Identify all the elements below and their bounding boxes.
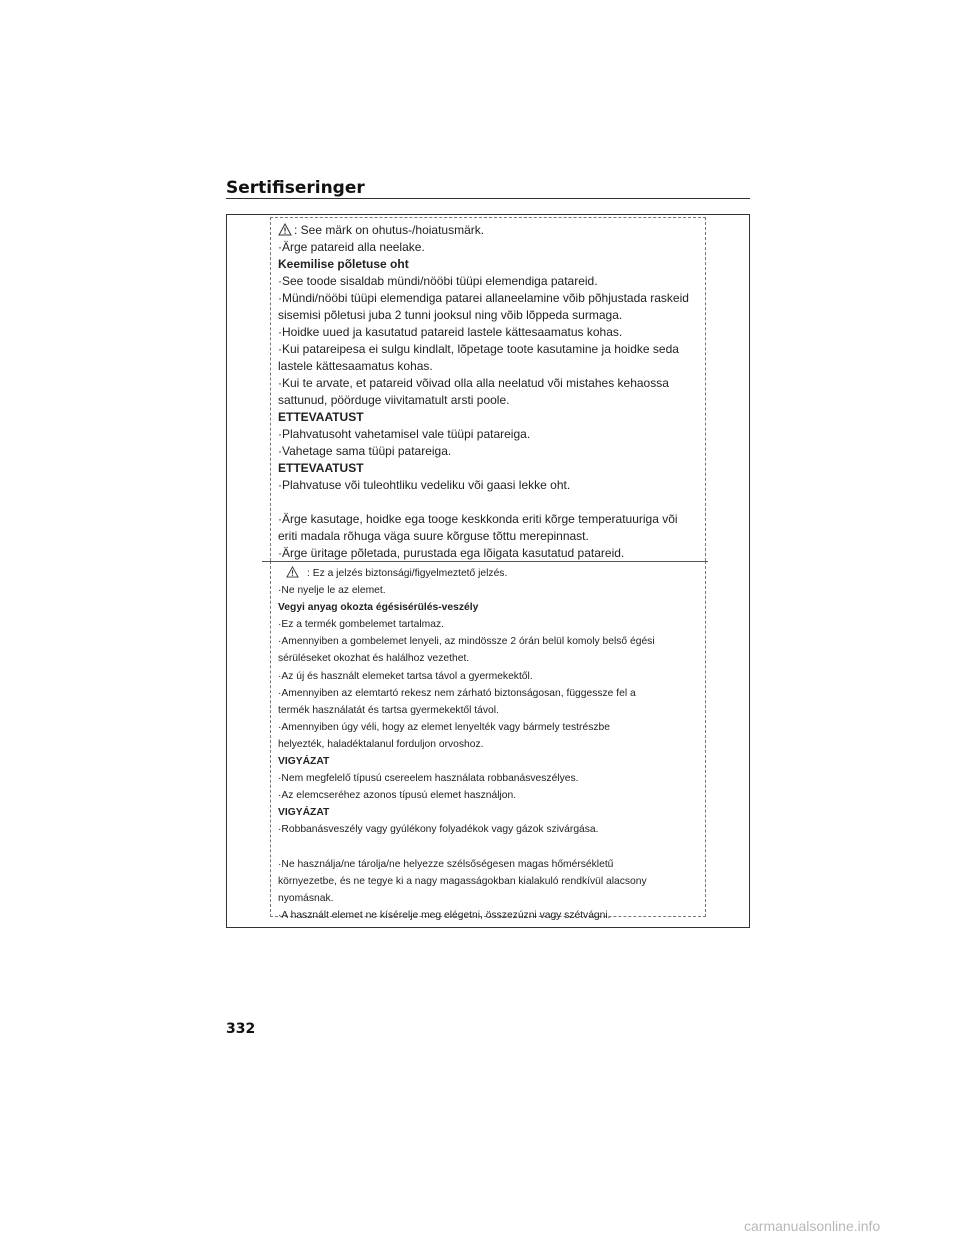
estonian-text-line: ·Ärge patareid alla neelake.: [278, 240, 425, 254]
estonian-heading: ETTEVAATUST: [278, 410, 364, 424]
section-title: Sertifiseringer: [226, 178, 365, 198]
estonian-text-line: ·Ärge kasutage, hoidke ega tooge keskkonda eriti kõrge temperatuuriga või: [278, 512, 678, 526]
hungarian-heading: VIGYÁZAT: [278, 807, 330, 819]
hungarian-warning-line: [278, 565, 698, 582]
estonian-heading: ETTEVAATUST: [278, 461, 364, 475]
hungarian-warning-text: : Ez a jelzés biztonsági/figyelmeztető jelzés.: [307, 568, 508, 579]
estonian-text-line: lastele kättesaamatus kohas.: [278, 359, 433, 373]
estonian-text-line: ·Mündi/nööbi tüüpi elemendiga patarei allaneelamine võib põhjustada raskeid: [278, 291, 689, 305]
estonian-text-line: ·Vahetage sama tüüpi patareiga.: [278, 444, 452, 458]
hungarian-text-line: ·A használt elemet ne kísérelje meg elégetni, összezúzni vagy szétvágni.: [278, 909, 611, 921]
warning-triangle-icon: [278, 223, 292, 236]
page-number: 332: [226, 1021, 256, 1037]
hungarian-text-line: nyomásnak.: [278, 892, 334, 904]
hungarian-text-line: ·Nem megfelelő típusú csereelem használata robbanásveszélyes.: [278, 773, 579, 785]
hungarian-text-line: ·Az elemcseréhez azonos típusú elemet használjon.: [278, 790, 517, 802]
estonian-notice-lines: [278, 239, 698, 562]
estonian-text-line: ·Ärge üritage põletada, purustada ega lõigata kasutatud patareid.: [278, 546, 625, 560]
watermark: carmanualsonline.info: [744, 1218, 881, 1234]
estonian-text-line: sattunud, pöörduge viivitamatult arsti poole.: [278, 393, 510, 407]
hungarian-text-line: ·Ne használja/ne tárolja/ne helyezze szélsőségesen magas hőmérsékletű: [278, 858, 614, 870]
estonian-text-line: ·Hoidke uued ja kasutatud patareid lastele kättesaamatus kohas.: [278, 325, 623, 339]
hungarian-notice: [278, 565, 698, 924]
hungarian-text-line: sérüléseket okozhat és halálhoz vezethet.: [278, 653, 470, 665]
estonian-text-line: ·Kui te arvate, et patareid võivad olla alla neelatud või mistahes kehaossa: [278, 376, 669, 390]
estonian-text-line: ·Plahvatuse või tuleohtliku vedeliku või gaasi lekke oht.: [278, 478, 571, 492]
hungarian-text-line: ·Ne nyelje le az elemet.: [278, 585, 386, 597]
hungarian-text-line: ·Amennyiben az elemtartó rekesz nem zárható biztonságosan, függessze fel a: [278, 687, 636, 699]
estonian-text-line: sisemisi põletusi juba 2 tunni jooksul ning võib lõppeda surmaga.: [278, 308, 623, 322]
estonian-text-line: ·Plahvatusoht vahetamisel vale tüüpi patareiga.: [278, 427, 531, 441]
estonian-notice: [278, 222, 698, 562]
hungarian-text-line: környezetbe, és ne tegye ki a nagy magasságokban kialakuló rendkívül alacsony: [278, 875, 647, 887]
hungarian-heading: Vegyi anyag okozta égésisérülés-veszély: [278, 602, 479, 614]
estonian-text-line: eriti madala rõhuga väga suure kõrguse tõttu merepinnast.: [278, 529, 589, 543]
estonian-warning-line: [278, 222, 698, 239]
title-rule: [226, 198, 750, 199]
hungarian-heading: VIGYÁZAT: [278, 756, 330, 768]
hungarian-text-line: ·Amennyiben a gombelemet lenyeli, az mindössze 2 órán belül komoly belső égési: [278, 636, 655, 648]
estonian-warning-text: : See märk on ohutus-/hoiatusmärk.: [294, 223, 485, 237]
hungarian-text-line: ·Az új és használt elemeket tartsa távol a gyermekektől.: [278, 670, 533, 682]
hungarian-notice-lines: [278, 582, 698, 924]
hungarian-text-line: termék használatát és tartsa gyermekektől távol.: [278, 704, 499, 716]
warning-triangle-icon: [286, 566, 299, 578]
hungarian-text-line: helyezték, haladéktalanul forduljon orvoshoz.: [278, 738, 484, 750]
hungarian-text-line: ·Ez a termék gombelemet tartalmaz.: [278, 619, 444, 631]
estonian-heading: Keemilise põletuse oht: [278, 257, 409, 271]
hungarian-text-line: ·Amennyiben úgy véli, hogy az elemet lenyelték vagy bármely testrészbe: [278, 721, 610, 733]
hungarian-text-line: ·Robbanásveszély vagy gyúlékony folyadékok vagy gázok szivárgása.: [278, 824, 599, 836]
estonian-text-line: ·See toode sisaldab mündi/nööbi tüüpi elemendiga patareid.: [278, 274, 598, 288]
estonian-text-line: ·Kui patareipesa ei sulgu kindlalt, lõpetage toote kasutamine ja hoidke seda: [278, 342, 679, 356]
